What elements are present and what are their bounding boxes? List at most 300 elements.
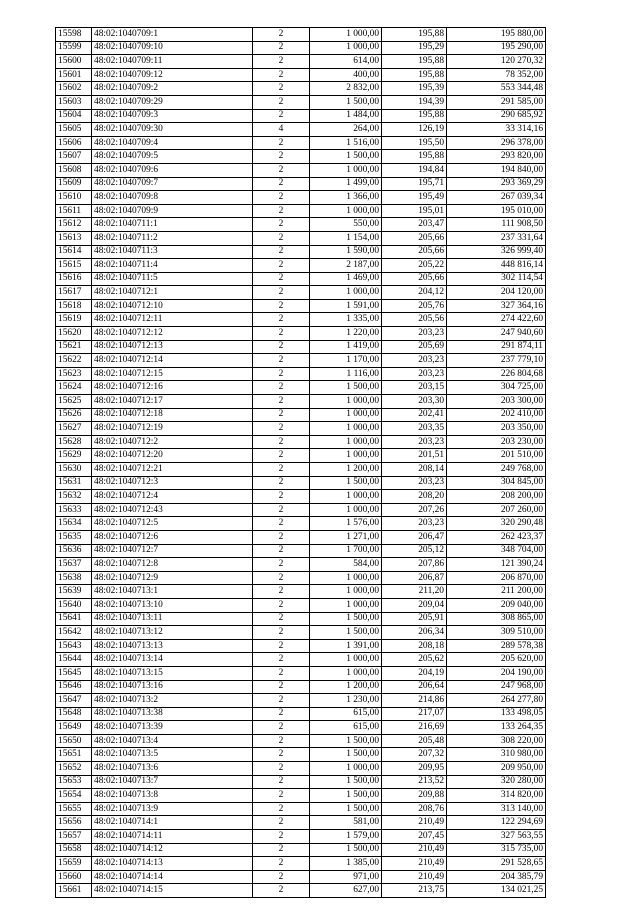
- area-cell: 264,00: [310, 123, 382, 137]
- category-cell: 2: [253, 191, 310, 205]
- cadastral-number-cell: 48:02:1040713:2: [92, 694, 253, 708]
- cadastral-value-cell: 348 704,00: [447, 544, 546, 558]
- area-cell: 1 366,00: [310, 191, 382, 205]
- area-cell: 584,00: [310, 558, 382, 572]
- cadastral-value-cell: 226 804,68: [447, 367, 546, 381]
- table-row: [56, 639, 546, 653]
- specific-value-cell: 207,86: [382, 558, 447, 572]
- specific-value-cell: 194,39: [382, 95, 447, 109]
- specific-value-cell: 205,48: [382, 734, 447, 748]
- table-row: [56, 354, 546, 368]
- cadastral-number-cell: 48:02:1040709:1: [92, 28, 253, 42]
- cadastral-number-cell: 48:02:1040709:7: [92, 177, 253, 191]
- area-cell: 1 469,00: [310, 272, 382, 286]
- specific-value-cell: 203,23: [382, 367, 447, 381]
- category-cell: 2: [253, 395, 310, 409]
- cadastral-number-cell: 48:02:1040713:5: [92, 748, 253, 762]
- category-cell: 2: [253, 612, 310, 626]
- row-number-cell: 15606: [56, 136, 92, 150]
- cadastral-number-cell: 48:02:1040713:38: [92, 707, 253, 721]
- specific-value-cell: 203,23: [382, 354, 447, 368]
- cadastral-number-cell: 48:02:1040711:2: [92, 231, 253, 245]
- cadastral-value-cell: 120 270,32: [447, 55, 546, 69]
- cadastral-value-cell: 204 120,00: [447, 286, 546, 300]
- row-number-cell: 15608: [56, 163, 92, 177]
- area-cell: 1 000,00: [310, 395, 382, 409]
- row-number-cell: 15612: [56, 218, 92, 232]
- cadastral-number-cell: 48:02:1040709:4: [92, 136, 253, 150]
- category-cell: 2: [253, 762, 310, 776]
- category-cell: 2: [253, 680, 310, 694]
- cadastral-value-cell: 205 620,00: [447, 653, 546, 667]
- table-row: [56, 558, 546, 572]
- cadastral-number-cell: 48:02:1040712:11: [92, 313, 253, 327]
- category-cell: 2: [253, 857, 310, 871]
- category-cell: 2: [253, 95, 310, 109]
- specific-value-cell: 195,49: [382, 191, 447, 205]
- row-number-cell: 15650: [56, 734, 92, 748]
- specific-value-cell: 206,34: [382, 626, 447, 640]
- table-row: [56, 272, 546, 286]
- row-number-cell: 15617: [56, 286, 92, 300]
- table-row: [56, 82, 546, 96]
- cadastral-number-cell: 48:02:1040713:12: [92, 626, 253, 640]
- cadastral-number-cell: 48:02:1040712:6: [92, 530, 253, 544]
- specific-value-cell: 195,88: [382, 109, 447, 123]
- row-number-cell: 15627: [56, 422, 92, 436]
- area-cell: 1 500,00: [310, 612, 382, 626]
- area-cell: 550,00: [310, 218, 382, 232]
- table-row: [56, 680, 546, 694]
- area-cell: 1 500,00: [310, 150, 382, 164]
- row-number-cell: 15643: [56, 639, 92, 653]
- table-body: [56, 28, 546, 898]
- area-cell: 1 000,00: [310, 286, 382, 300]
- cadastral-number-cell: 48:02:1040712:4: [92, 490, 253, 504]
- row-number-cell: 15629: [56, 449, 92, 463]
- table-row: [56, 109, 546, 123]
- area-cell: 615,00: [310, 707, 382, 721]
- row-number-cell: 15661: [56, 884, 92, 898]
- category-cell: 2: [253, 517, 310, 531]
- area-cell: 1 391,00: [310, 639, 382, 653]
- cadastral-value-cell: 195 290,00: [447, 41, 546, 55]
- table-row: [56, 585, 546, 599]
- table-row: [56, 286, 546, 300]
- category-cell: 2: [253, 802, 310, 816]
- row-number-cell: 15649: [56, 721, 92, 735]
- specific-value-cell: 209,95: [382, 762, 447, 776]
- table-row: [56, 857, 546, 871]
- cadastral-number-cell: 48:02:1040709:9: [92, 204, 253, 218]
- cadastral-number-cell: 48:02:1040712:1: [92, 286, 253, 300]
- specific-value-cell: 195,88: [382, 150, 447, 164]
- area-cell: 1 500,00: [310, 476, 382, 490]
- cadastral-number-cell: 48:02:1040713:13: [92, 639, 253, 653]
- specific-value-cell: 208,18: [382, 639, 447, 653]
- row-number-cell: 15631: [56, 476, 92, 490]
- row-number-cell: 15604: [56, 109, 92, 123]
- specific-value-cell: 217,07: [382, 707, 447, 721]
- row-number-cell: 15621: [56, 340, 92, 354]
- specific-value-cell: 213,75: [382, 884, 447, 898]
- category-cell: 2: [253, 177, 310, 191]
- cadastral-value-cell: 209 950,00: [447, 762, 546, 776]
- specific-value-cell: 204,19: [382, 666, 447, 680]
- area-cell: 1 500,00: [310, 775, 382, 789]
- category-cell: 2: [253, 218, 310, 232]
- cadastral-number-cell: 48:02:1040714:11: [92, 830, 253, 844]
- table-row: [56, 408, 546, 422]
- category-cell: 2: [253, 734, 310, 748]
- cadastral-value-cell: 111 908,50: [447, 218, 546, 232]
- row-number-cell: 15622: [56, 354, 92, 368]
- area-cell: 1 500,00: [310, 381, 382, 395]
- row-number-cell: 15598: [56, 28, 92, 42]
- cadastral-number-cell: 48:02:1040713:14: [92, 653, 253, 667]
- table-row: [56, 816, 546, 830]
- cadastral-number-cell: 48:02:1040711:4: [92, 259, 253, 273]
- cadastral-number-cell: 48:02:1040713:11: [92, 612, 253, 626]
- cadastral-value-cell: 320 290,48: [447, 517, 546, 531]
- table-row: [56, 843, 546, 857]
- table-row: [56, 694, 546, 708]
- cadastral-number-cell: 48:02:1040709:29: [92, 95, 253, 109]
- cadastral-value-cell: 304 725,00: [447, 381, 546, 395]
- specific-value-cell: 203,15: [382, 381, 447, 395]
- category-cell: 2: [253, 748, 310, 762]
- category-cell: 2: [253, 68, 310, 82]
- specific-value-cell: 203,30: [382, 395, 447, 409]
- category-cell: 2: [253, 870, 310, 884]
- cadastral-value-cell: 308 220,00: [447, 734, 546, 748]
- area-cell: 1 000,00: [310, 666, 382, 680]
- category-cell: 2: [253, 830, 310, 844]
- specific-value-cell: 195,88: [382, 55, 447, 69]
- table-row: [56, 517, 546, 531]
- area-cell: 1 516,00: [310, 136, 382, 150]
- specific-value-cell: 205,12: [382, 544, 447, 558]
- specific-value-cell: 203,35: [382, 422, 447, 436]
- cadastral-number-cell: 48:02:1040709:12: [92, 68, 253, 82]
- area-cell: 1 000,00: [310, 571, 382, 585]
- category-cell: 2: [253, 204, 310, 218]
- specific-value-cell: 205,66: [382, 272, 447, 286]
- specific-value-cell: 195,39: [382, 82, 447, 96]
- cadastral-value-cell: 313 140,00: [447, 802, 546, 816]
- area-cell: 1 484,00: [310, 109, 382, 123]
- specific-value-cell: 195,29: [382, 41, 447, 55]
- row-number-cell: 15635: [56, 530, 92, 544]
- table-row: [56, 476, 546, 490]
- row-number-cell: 15615: [56, 259, 92, 273]
- cadastral-number-cell: 48:02:1040709:30: [92, 123, 253, 137]
- area-cell: 1 579,00: [310, 830, 382, 844]
- row-number-cell: 15616: [56, 272, 92, 286]
- table-row: [56, 653, 546, 667]
- specific-value-cell: 210,49: [382, 857, 447, 871]
- table-row: [56, 68, 546, 82]
- row-number-cell: 15647: [56, 694, 92, 708]
- category-cell: 2: [253, 109, 310, 123]
- row-number-cell: 15660: [56, 870, 92, 884]
- table-row: [56, 95, 546, 109]
- cadastral-number-cell: 48:02:1040712:9: [92, 571, 253, 585]
- cadastral-number-cell: 48:02:1040713:39: [92, 721, 253, 735]
- row-number-cell: 15646: [56, 680, 92, 694]
- row-number-cell: 15618: [56, 299, 92, 313]
- cadastral-number-cell: 48:02:1040712:8: [92, 558, 253, 572]
- table-row: [56, 463, 546, 477]
- specific-value-cell: 209,88: [382, 789, 447, 803]
- row-number-cell: 15654: [56, 789, 92, 803]
- table-row: [56, 381, 546, 395]
- cadastral-value-cell: 122 294,69: [447, 816, 546, 830]
- cadastral-value-cell: 291 585,00: [447, 95, 546, 109]
- area-cell: 1 500,00: [310, 789, 382, 803]
- area-cell: 1 200,00: [310, 463, 382, 477]
- row-number-cell: 15610: [56, 191, 92, 205]
- cadastral-number-cell: 48:02:1040714:12: [92, 843, 253, 857]
- specific-value-cell: 207,32: [382, 748, 447, 762]
- table-row: [56, 626, 546, 640]
- row-number-cell: 15603: [56, 95, 92, 109]
- category-cell: 2: [253, 666, 310, 680]
- category-cell: 2: [253, 843, 310, 857]
- cadastral-value-cell: 296 378,00: [447, 136, 546, 150]
- cadastral-number-cell: 48:02:1040712:21: [92, 463, 253, 477]
- specific-value-cell: 208,20: [382, 490, 447, 504]
- table-row: [56, 327, 546, 341]
- area-cell: 1 500,00: [310, 95, 382, 109]
- table-row: [56, 571, 546, 585]
- area-cell: 1 000,00: [310, 435, 382, 449]
- row-number-cell: 15620: [56, 327, 92, 341]
- category-cell: 2: [253, 585, 310, 599]
- row-number-cell: 15640: [56, 598, 92, 612]
- cadastral-value-cell: 326 999,40: [447, 245, 546, 259]
- area-cell: 1 000,00: [310, 762, 382, 776]
- category-cell: 2: [253, 354, 310, 368]
- row-number-cell: 15626: [56, 408, 92, 422]
- cadastral-value-cell: 207 260,00: [447, 503, 546, 517]
- cadastral-value-cell: 204 385,79: [447, 870, 546, 884]
- area-cell: 1 385,00: [310, 857, 382, 871]
- row-number-cell: 15630: [56, 463, 92, 477]
- cadastral-number-cell: 48:02:1040709:10: [92, 41, 253, 55]
- cadastral-value-cell: 262 423,37: [447, 530, 546, 544]
- table-row: [56, 802, 546, 816]
- table-row: [56, 231, 546, 245]
- category-cell: 2: [253, 55, 310, 69]
- table-row: [56, 530, 546, 544]
- row-number-cell: 15613: [56, 231, 92, 245]
- area-cell: 1 500,00: [310, 748, 382, 762]
- cadastral-number-cell: 48:02:1040713:10: [92, 598, 253, 612]
- table-row: [56, 884, 546, 898]
- specific-value-cell: 210,49: [382, 870, 447, 884]
- specific-value-cell: 207,45: [382, 830, 447, 844]
- specific-value-cell: 194,84: [382, 163, 447, 177]
- row-number-cell: 15637: [56, 558, 92, 572]
- area-cell: 1 576,00: [310, 517, 382, 531]
- cadastral-value-cell: 133 264,35: [447, 721, 546, 735]
- table-row: [56, 259, 546, 273]
- row-number-cell: 15614: [56, 245, 92, 259]
- cadastral-value-cell: 293 820,00: [447, 150, 546, 164]
- row-number-cell: 15632: [56, 490, 92, 504]
- cadastral-value-cell: 308 865,00: [447, 612, 546, 626]
- area-cell: 1 170,00: [310, 354, 382, 368]
- table-row: [56, 245, 546, 259]
- specific-value-cell: 206,87: [382, 571, 447, 585]
- specific-value-cell: 202,41: [382, 408, 447, 422]
- specific-value-cell: 201,51: [382, 449, 447, 463]
- area-cell: 1 591,00: [310, 299, 382, 313]
- cadastral-number-cell: 48:02:1040712:16: [92, 381, 253, 395]
- specific-value-cell: 205,62: [382, 653, 447, 667]
- category-cell: 2: [253, 639, 310, 653]
- specific-value-cell: 209,04: [382, 598, 447, 612]
- category-cell: 2: [253, 340, 310, 354]
- specific-value-cell: 210,49: [382, 843, 447, 857]
- specific-value-cell: 195,88: [382, 68, 447, 82]
- cadastral-value-cell: 309 510,00: [447, 626, 546, 640]
- category-cell: 2: [253, 558, 310, 572]
- cadastral-number-cell: 48:02:1040712:43: [92, 503, 253, 517]
- cadastral-number-cell: 48:02:1040713:9: [92, 802, 253, 816]
- area-cell: 1 000,00: [310, 28, 382, 42]
- table-row: [56, 830, 546, 844]
- cadastral-value-cell: 448 816,14: [447, 259, 546, 273]
- specific-value-cell: 205,66: [382, 245, 447, 259]
- category-cell: 2: [253, 775, 310, 789]
- cadastral-number-cell: 48:02:1040712:2: [92, 435, 253, 449]
- area-cell: 1 000,00: [310, 653, 382, 667]
- row-number-cell: 15609: [56, 177, 92, 191]
- cadastral-value-cell: 211 200,00: [447, 585, 546, 599]
- cadastral-number-cell: 48:02:1040714:13: [92, 857, 253, 871]
- category-cell: 2: [253, 571, 310, 585]
- category-cell: 2: [253, 422, 310, 436]
- area-cell: 1 000,00: [310, 598, 382, 612]
- specific-value-cell: 211,20: [382, 585, 447, 599]
- cadastral-value-cell: 237 331,64: [447, 231, 546, 245]
- cadastral-value-cell: 208 200,00: [447, 490, 546, 504]
- category-cell: 2: [253, 28, 310, 42]
- specific-value-cell: 204,12: [382, 286, 447, 300]
- category-cell: 2: [253, 299, 310, 313]
- row-number-cell: 15651: [56, 748, 92, 762]
- area-cell: 1 154,00: [310, 231, 382, 245]
- row-number-cell: 15641: [56, 612, 92, 626]
- cadastral-value-cell: 121 390,24: [447, 558, 546, 572]
- category-cell: 2: [253, 544, 310, 558]
- area-cell: 1 500,00: [310, 734, 382, 748]
- row-number-cell: 15624: [56, 381, 92, 395]
- table-row: [56, 870, 546, 884]
- table-row: [56, 191, 546, 205]
- cadastral-number-cell: 48:02:1040713:1: [92, 585, 253, 599]
- cadastral-value-cell: 327 563,55: [447, 830, 546, 844]
- category-cell: 2: [253, 721, 310, 735]
- row-number-cell: 15611: [56, 204, 92, 218]
- category-cell: 2: [253, 259, 310, 273]
- specific-value-cell: 216,69: [382, 721, 447, 735]
- cadastral-value-cell: 291 874,11: [447, 340, 546, 354]
- cadastral-number-cell: 48:02:1040712:13: [92, 340, 253, 354]
- table-row: [56, 612, 546, 626]
- cadastral-number-cell: 48:02:1040709:6: [92, 163, 253, 177]
- area-cell: 2 832,00: [310, 82, 382, 96]
- area-cell: 1 200,00: [310, 680, 382, 694]
- row-number-cell: 15623: [56, 367, 92, 381]
- row-number-cell: 15619: [56, 313, 92, 327]
- cadastral-value-cell: 302 114,54: [447, 272, 546, 286]
- cadastral-number-cell: 48:02:1040713:4: [92, 734, 253, 748]
- area-cell: 614,00: [310, 55, 382, 69]
- row-number-cell: 15634: [56, 517, 92, 531]
- table-row: [56, 395, 546, 409]
- area-cell: 1 000,00: [310, 408, 382, 422]
- row-number-cell: 15636: [56, 544, 92, 558]
- cadastral-value-cell: 310 980,00: [447, 748, 546, 762]
- specific-value-cell: 205,66: [382, 231, 447, 245]
- row-number-cell: 15633: [56, 503, 92, 517]
- cadastral-number-cell: 48:02:1040709:11: [92, 55, 253, 69]
- table-row: [56, 449, 546, 463]
- category-cell: 2: [253, 245, 310, 259]
- area-cell: 1 590,00: [310, 245, 382, 259]
- row-number-cell: 15648: [56, 707, 92, 721]
- cadastral-value-cell: 293 369,29: [447, 177, 546, 191]
- cadastral-number-cell: 48:02:1040713:15: [92, 666, 253, 680]
- cadastral-value-cell: 202 410,00: [447, 408, 546, 422]
- specific-value-cell: 195,71: [382, 177, 447, 191]
- specific-value-cell: 214,86: [382, 694, 447, 708]
- table-row: [56, 136, 546, 150]
- area-cell: 1 700,00: [310, 544, 382, 558]
- category-cell: 2: [253, 884, 310, 898]
- specific-value-cell: 208,14: [382, 463, 447, 477]
- table-row: [56, 150, 546, 164]
- category-cell: 4: [253, 123, 310, 137]
- row-number-cell: 15601: [56, 68, 92, 82]
- cadastral-number-cell: 48:02:1040709:3: [92, 109, 253, 123]
- specific-value-cell: 203,23: [382, 435, 447, 449]
- area-cell: 1 419,00: [310, 340, 382, 354]
- cadastral-number-cell: 48:02:1040712:20: [92, 449, 253, 463]
- area-cell: 627,00: [310, 884, 382, 898]
- category-cell: 2: [253, 408, 310, 422]
- row-number-cell: 15645: [56, 666, 92, 680]
- cadastral-number-cell: 48:02:1040709:2: [92, 82, 253, 96]
- table-row: [56, 721, 546, 735]
- table-row: [56, 490, 546, 504]
- category-cell: 2: [253, 490, 310, 504]
- specific-value-cell: 205,76: [382, 299, 447, 313]
- table-row: [56, 789, 546, 803]
- cadastral-value-cell: 290 685,92: [447, 109, 546, 123]
- area-cell: 1 000,00: [310, 449, 382, 463]
- cadastral-number-cell: 48:02:1040712:5: [92, 517, 253, 531]
- area-cell: 1 000,00: [310, 490, 382, 504]
- category-cell: 2: [253, 41, 310, 55]
- cadastral-value-cell: 209 040,00: [447, 598, 546, 612]
- row-number-cell: 15625: [56, 395, 92, 409]
- table-row: [56, 299, 546, 313]
- category-cell: 2: [253, 463, 310, 477]
